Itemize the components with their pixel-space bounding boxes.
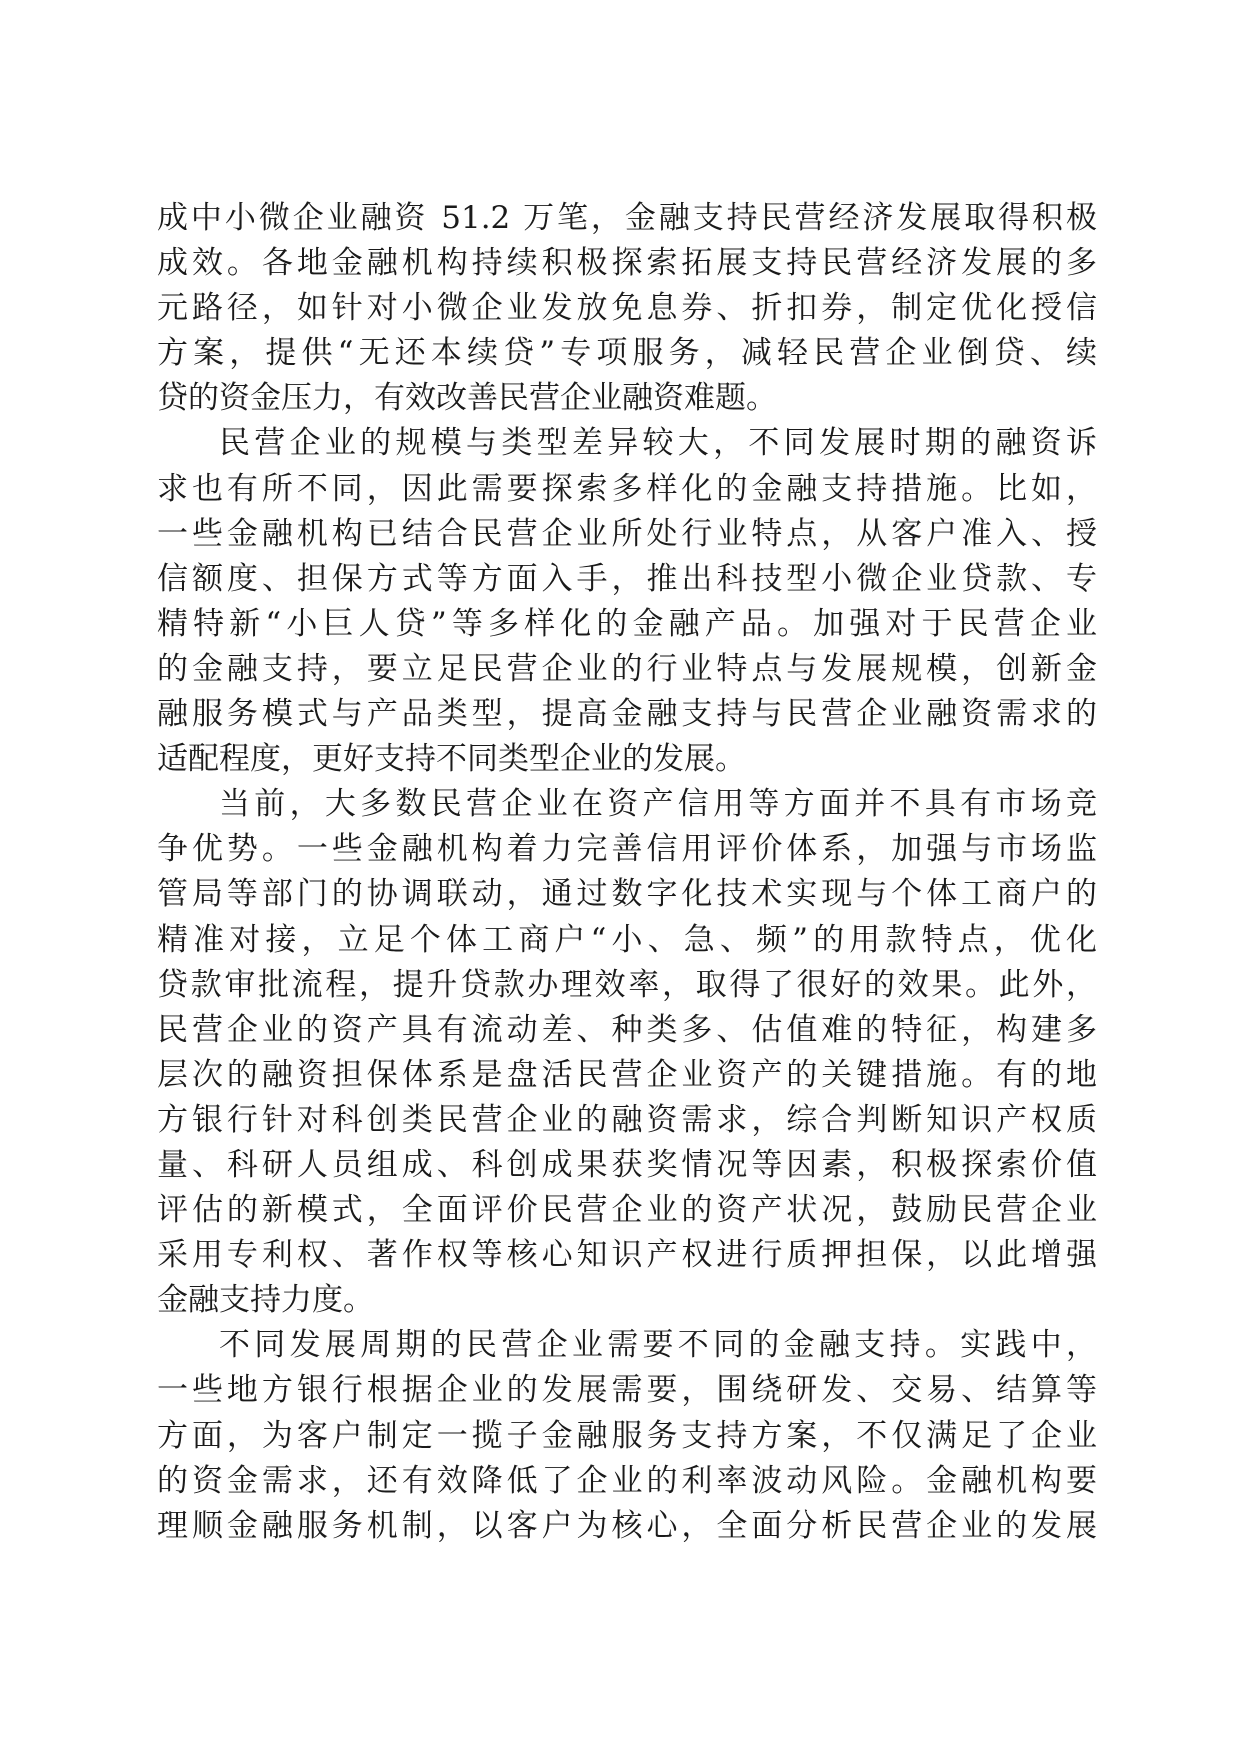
- text-line: 的金融支持，要立足民营企业的行业特点与发展规模，创新金: [157, 650, 1097, 687]
- text-line: 的资金需求，还有效降低了企业的利率波动风险。金融机构要: [157, 1462, 1097, 1499]
- text-line: 方案，提供“无还本续贷”专项服务，减轻民营企业倒贷、续: [157, 335, 1097, 372]
- text-line: 一些地方银行根据企业的发展需要，围绕研发、交易、结算等: [157, 1372, 1097, 1409]
- text-line: 民营企业的规模与类型差异较大，不同发展时期的融资诉: [219, 425, 1097, 462]
- text-line: 争优势。一些金融机构着力完善信用评价体系，加强与市场监: [157, 831, 1097, 868]
- text-line: 成中小微企业融资 51.2 万笔，金融支持民营经济发展取得积极: [157, 200, 1097, 236]
- text-line: 成效。各地金融机构持续积极探索拓展支持民营经济发展的多: [157, 245, 1097, 282]
- text-line: 元路径，如针对小微企业发放免息券、折扣券，制定优化授信: [157, 290, 1097, 327]
- text-line: 精特新“小巨人贷”等多样化的金融产品。加强对于民营企业: [157, 605, 1097, 642]
- text-line: 当前，大多数民营企业在资产信用等方面并不具有市场竞: [219, 786, 1097, 823]
- text-line: 不同发展周期的民营企业需要不同的金融支持。实践中，: [219, 1327, 1097, 1364]
- text-line: 民营企业的资产具有流动差、种类多、估值难的特征，构建多: [157, 1011, 1097, 1048]
- paragraph: [157, 782, 1097, 1323]
- text-line: 信额度、担保方式等方面入手，推出科技型小微企业贷款、专: [157, 560, 1097, 597]
- text-line: 方银行针对科创类民营企业的融资需求，综合判断知识产权质: [157, 1101, 1097, 1138]
- text-line: 管局等部门的协调联动，通过数字化技术实现与个体工商户的: [157, 876, 1097, 913]
- text-line: 量、科研人员组成、科创成果获奖情况等因素，积极探索价值: [157, 1146, 1097, 1183]
- paragraph: [157, 196, 1097, 421]
- text-line: 融服务模式与产品类型，提高金融支持与民营企业融资需求的: [157, 696, 1097, 733]
- text-line: 方面，为客户制定一揽子金融服务支持方案，不仅满足了企业: [157, 1417, 1097, 1454]
- text-line: 一些金融机构已结合民营企业所处行业特点，从客户准入、授: [157, 515, 1097, 552]
- text-line: 贷的资金压力，有效改善民营企业融资难题。: [157, 380, 777, 417]
- text-line: 层次的融资担保体系是盘活民营企业资产的关键措施。有的地: [157, 1056, 1097, 1093]
- article-body: [157, 196, 1097, 1549]
- text-line: 精准对接，立足个体工商户“小、急、频”的用款特点，优化: [157, 921, 1097, 958]
- paragraph: [157, 421, 1097, 782]
- text-line: 采用专利权、著作权等核心知识产权进行质押担保，以此增强: [157, 1237, 1097, 1274]
- text-line: 评估的新模式，全面评价民营企业的资产状况，鼓励民营企业: [157, 1192, 1097, 1229]
- text-line: 贷款审批流程，提升贷款办理效率，取得了很好的效果。此外，: [157, 966, 1097, 1003]
- paragraph: [157, 1323, 1097, 1548]
- text-line: 金融支持力度。: [157, 1282, 374, 1319]
- text-line: 适配程度，更好支持不同类型企业的发展。: [157, 741, 746, 778]
- text-line: 理顺金融服务机制，以客户为核心，全面分析民营企业的发展: [157, 1507, 1097, 1544]
- text-line: 求也有所不同，因此需要探索多样化的金融支持措施。比如，: [157, 470, 1097, 507]
